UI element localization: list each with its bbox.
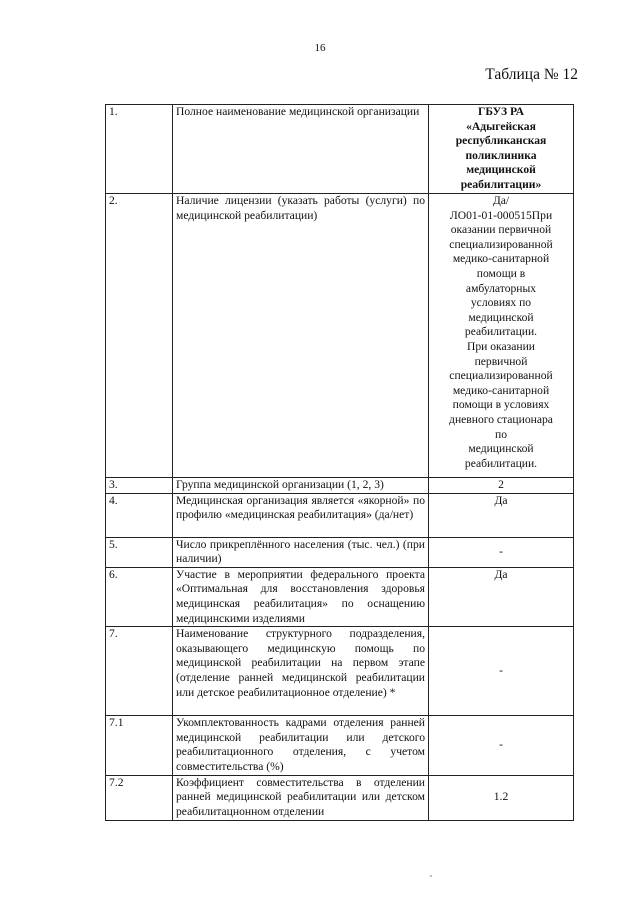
row-value: -	[429, 716, 574, 775]
row-number: 7.2	[106, 775, 173, 820]
table-title: Таблица № 12	[485, 66, 578, 83]
row-number: 5.	[106, 537, 173, 567]
table-row	[106, 567, 574, 626]
page-number: 16	[314, 42, 326, 54]
table-row	[106, 627, 574, 716]
table-row	[106, 194, 574, 478]
data-table	[105, 104, 574, 821]
table-row	[106, 716, 574, 775]
row-value: Да	[429, 493, 574, 537]
row-label: Полное наименование медицинской организации	[173, 105, 429, 194]
row-value: -	[429, 537, 574, 567]
row-number: 4.	[106, 493, 173, 537]
table-row	[106, 537, 574, 567]
row-number: 7.1	[106, 716, 173, 775]
table-row	[106, 493, 574, 537]
row-label: Участие в мероприятии федерального проекта «Оптимальная для восстановления здоровья медицинская реабилитация» по оснащению медицинскими изделиями	[173, 567, 429, 626]
row-value: Да/ ЛО01-01-000515При оказании первичной специализированной медико-санитарной помощи в амбулаторных условиях по медицинской реабилитации. При оказании первичной специализированной медико-санитарной помощи в условиях дневного стационара по медицинской реабилитации.	[429, 194, 574, 478]
row-number: 3.	[106, 478, 173, 494]
row-number: 6.	[106, 567, 173, 626]
row-value: Да	[429, 567, 574, 626]
row-label: Группа медицинской организации (1, 2, 3)	[173, 478, 429, 494]
table-row	[106, 775, 574, 820]
row-label: Наличие лицензии (указать работы (услуги) по медицинской реабилитации)	[173, 194, 429, 478]
row-value: ГБУЗ РА «Адыгейская республиканская поликлиника медицинской реабилитации»	[429, 105, 574, 194]
row-label: Укомплектованность кадрами отделения ранней медицинской реабилитации или детского реабилитационного отделения, с учетом совместительства (%)	[173, 716, 429, 775]
table-row	[106, 105, 574, 194]
scan-speck	[430, 875, 432, 877]
row-number: 7.	[106, 627, 173, 716]
row-label: Число прикреплённого населения (тыс. чел.) (при наличии)	[173, 537, 429, 567]
row-value: 1.2	[429, 775, 574, 820]
table-row	[106, 478, 574, 494]
row-number: 2.	[106, 194, 173, 478]
row-label: Наименование структурного подразделения, оказывающего медицинскую помощь по медицинской реабилитации на первом этапе (отделение ранней медицинской реабилитации или детское реабилитационное отделение) *	[173, 627, 429, 716]
row-value: 2	[429, 478, 574, 494]
row-number: 1.	[106, 105, 173, 194]
row-label: Медицинская организация является «якорной» по профилю «медицинская реабилитация» (да/нет)	[173, 493, 429, 537]
row-value: -	[429, 627, 574, 716]
row-label: Коэффициент совместительства в отделении ранней медицинской реабилитации или детском реабилитацнонном отделении	[173, 775, 429, 820]
